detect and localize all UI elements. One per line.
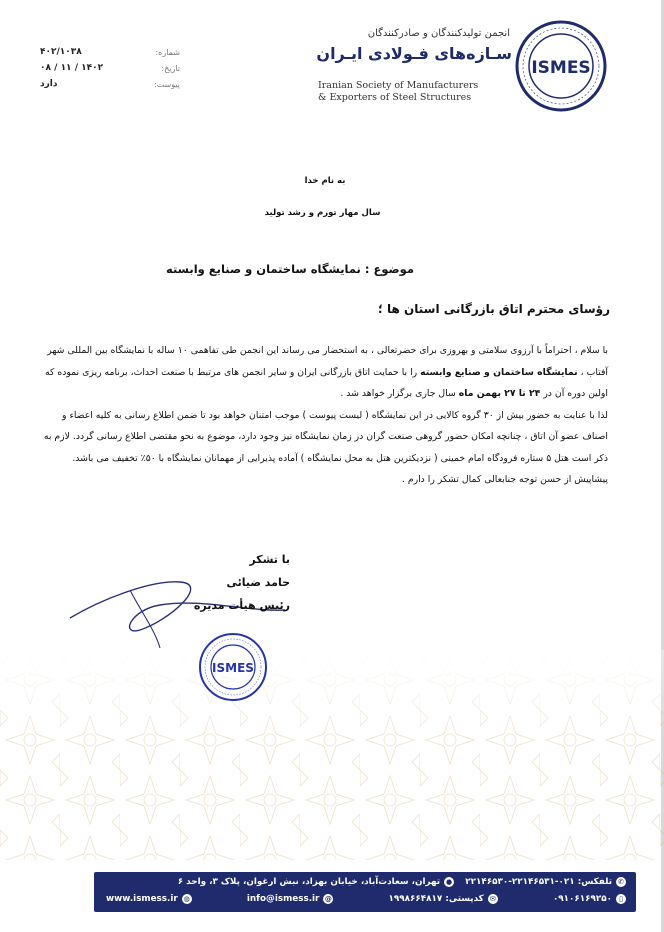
org-name-en: [318, 80, 518, 104]
location-icon: ●: [446, 878, 453, 886]
background-pattern: [0, 650, 664, 860]
attachment-value: دارد: [40, 79, 58, 89]
date-label: تاریخ:: [161, 63, 180, 73]
signer-name: حامد ضیائی: [226, 576, 290, 589]
address-text: تهران، سعادت‌آباد، خیابان بهزاد، نبش ارغوان، پلاک ۳، واحد ۶: [177, 877, 441, 887]
year-slogan: سال مهار تورم و رشد تولید: [264, 208, 381, 218]
org-name-en-line2: & Exporters of Steel Structures: [318, 92, 472, 103]
number-label: شماره:: [155, 47, 180, 57]
letterhead: [0, 0, 664, 130]
p1-exhibition-name: نمایشگاه ساختمان و صنایع وابسته: [420, 366, 578, 378]
footer-contact-bar: [94, 872, 636, 912]
number-value: ۴۰۲/۱۰۳۸: [40, 47, 82, 57]
footer-postal: [389, 894, 498, 904]
org-name-fa: سـازه‌های فـولادی ایـران: [316, 44, 512, 63]
signer-title: رئیس هیأت مدیره: [193, 599, 290, 612]
footer-phone: [465, 877, 626, 887]
letter-body: [40, 340, 608, 491]
postal-text: کدپستی: ۱۹۹۸۶۶۴۸۱۷: [388, 894, 484, 904]
basmala: به نام خدا: [304, 176, 346, 186]
org-name-en-line1: Iranian Society of Manufacturers: [318, 80, 479, 91]
email-icon: @: [324, 895, 332, 903]
phone-icon: ✆: [616, 877, 626, 887]
website-text[interactable]: www.ismess.ir: [106, 894, 178, 904]
footer-website[interactable]: [106, 894, 192, 904]
meta-attachment-row: [40, 76, 180, 92]
p1-dates: ۲۴ تا ۲۷ بهمن ماه: [458, 388, 541, 399]
date-value: ۱۴۰۲ / ۱۱ / ۰۸: [40, 63, 104, 73]
paragraph-2: لذا با عنایت به حضور بیش از ۳۰ گروه کالایی در این نمایشگاه ( لیست پیوست ) موجب امتنان خواهد بود تا ضمن اطلاع رسانی به کلیه اعضاء و اصناف عضو آن اتاق ، چنانچه امکان حضور گروهی صنعت گران در زمان نمایشگاه نیز وجود دارد، موضوع به نحو مقتضی اطلاع رسانی گردد. لازم به ذکر است هتل ۵ ستاره فرودگاه امام خمینی ( نزدیکترین هتل به محل نمایشگاه ) آماده پذیرایی از مهمانان نمایشگاه با ۵۰٪ تخفیف می باشد.: [43, 409, 608, 464]
ismes-logo: [515, 20, 607, 112]
footer-address: [178, 877, 454, 887]
paragraph-1: [40, 340, 608, 405]
mobile-icon: ▯: [616, 894, 626, 904]
p1-text-a: با سلام ، احتراماً با آرزوی سلامتی و بهروزی برای حضرتعالی ، به استحضار می رساند این انجمن طی تفاهمی ۱۰ ساله با نمایشگاه بین المللی شهر آفتاب ،: [47, 345, 608, 378]
globe-icon: ◍: [183, 895, 190, 903]
addressee: رؤسای محترم اتاق بازرگانی استان ها ؛: [378, 302, 610, 316]
closing: با تشکر: [249, 553, 290, 566]
footer-mobile: [553, 894, 626, 904]
footer-line-2: [106, 894, 626, 904]
phone-text: تلفکس: ۰۲۱-۲۲۱۴۶۵۳۱-۲۲۱۴۶۵۳۰: [465, 877, 612, 887]
mobile-text: ۰۹۱۰۶۱۶۹۲۵۰: [552, 894, 612, 904]
meta-number-row: [40, 44, 180, 60]
paragraph-3: پیشاپیش از حسن توجه جنابعالی کمال تشکر را دارم .: [401, 474, 608, 485]
footer-email[interactable]: [247, 894, 334, 904]
logo-text: ISMES: [531, 58, 591, 78]
email-text[interactable]: info@ismess.ir: [246, 894, 320, 904]
org-name-fa-small: انجمن تولیدکنندگان و صادرکنندگان: [367, 28, 510, 39]
stamp-text: ISMES: [212, 661, 254, 675]
letter-meta: [40, 44, 180, 92]
official-stamp: [198, 632, 268, 702]
p1-text-c: را با حمایت اتاق بازرگانی ایران و سایر انجمن های مرتبط با صنعت احداث، برنامه ریزی نموده که اولین دوره آن در: [45, 366, 608, 399]
letter-subject: موضوع : نمایشگاه ساختمان و صنایع وابسته: [166, 262, 414, 276]
p1-text-e: سال جاری برگزار خواهد شد .: [340, 388, 459, 399]
meta-date-row: [40, 60, 180, 76]
mail-box-icon: ✉: [488, 894, 498, 904]
attachment-label: پیوست:: [153, 79, 180, 89]
signature-block: [150, 548, 290, 617]
footer-line-1: [106, 877, 626, 887]
